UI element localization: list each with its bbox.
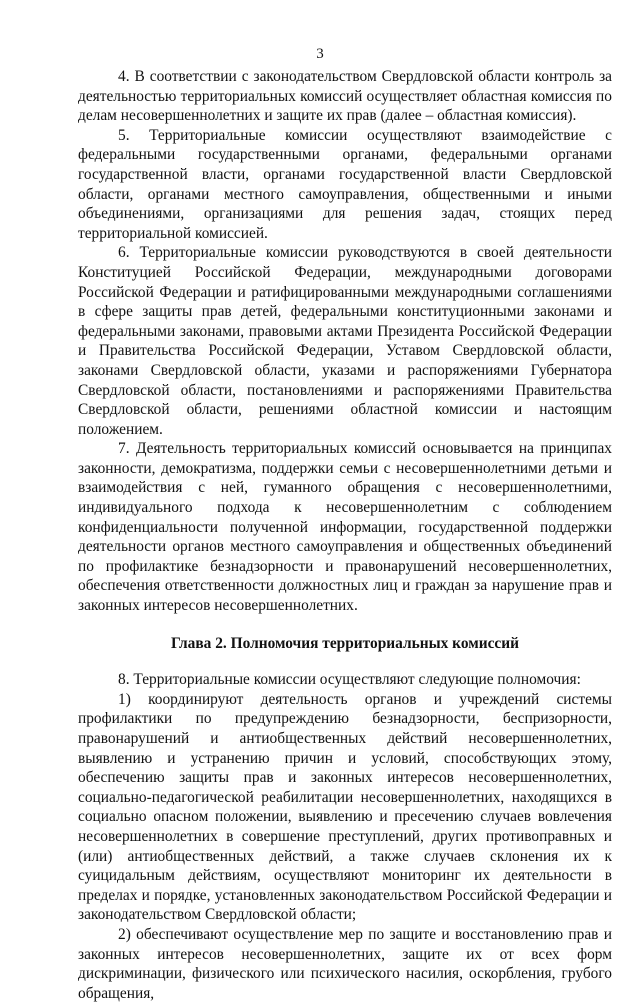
paragraph-6: 6. Территориальные комиссии руководствуются в своей деятельности Конституцией Российской Федерации, международными договорами Российской Федерации и ратифицированными международными соглашениями в сфере защиты прав детей, федеральными конституционными законами и федеральными законами, правовыми актами Президента Российской Федерации и Правительства Российской Федерации, Уставом Свердловской области, законами Свердловской области, указами и распоряжениями Губернатора Свердловской области, постановлениями и распоряжениями Правительства Свердловской области, решениями областной комиссии и настоящим положением. xyxy=(78,244,612,438)
paragraph-4: 4. В соответствии с законодательством Свердловской области контроль за деятельностью территориальных комиссий осуществляет областная комиссия по делам несовершеннолетних и защите их прав (далее – областная комиссия). xyxy=(78,68,612,125)
page-number: 3 xyxy=(316,46,324,62)
document-body xyxy=(78,67,612,1003)
paragraph-8: 8. Территориальные комиссии осуществляют следующие полномочия: xyxy=(118,671,581,689)
paragraph-7: 7. Деятельность территориальных комиссий основывается на принципах законности, демократизма, поддержки семьи с несовершеннолетними детьми и взаимодействия с ней, гуманного обращения с несовершеннолетними, индивидуального подхода к несовершеннолетним с соблюдением конфиденциальности полученной информации, государственной поддержки деятельности органов местного самоуправления и общественных объединений по профилактике безнадзорности и правонарушений несовершеннолетних, обеспечения ответственности должностных лиц и граждан за нарушение прав и законных интересов несовершеннолетних. xyxy=(78,440,612,615)
paragraph-5: 5. Территориальные комиссии осуществляют взаимодействие с федеральными государственными органами, федеральными органами государственной власти, органами государственной власти Свердловской области, органами местного самоуправления, общественными и иными объединениями, организациями для решения задач, стоящих перед территориальной комиссией. xyxy=(78,126,612,242)
paragraph-8-item-1: 1) координируют деятельность органов и учреждений системы профилактики по предупреждению безнадзорности, беспризорности, правонарушений и антиобщественных действий несовершеннолетних, выявлению и устранению причин и условий, способствующих этому, обеспечению защиты прав и законных интересов несовершеннолетних, социально-педагогической реабилитации несовершеннолетних, находящихся в социально опасном положении, выявлению и пресечению случаев вовлечения несовершеннолетних в совершение преступлений, других противоправных и (или) антиобщественных действий, а также случаев склонения их к суицидальным действиям, осуществляют мониторинг их деятельности в пределах и порядке, установленных законодательством Российской Федерации и законодательством Свердловской области; xyxy=(78,690,612,924)
chapter-title: Глава 2. Полномочия территориальных комиссий xyxy=(170,634,519,652)
paragraph-8-item-2: 2) обеспечивают осуществление мер по защите и восстановлению прав и законных интересов несовершеннолетних, защите их от всех форм дискриминации, физического или психического насилия, оскорбления, грубого обращения, xyxy=(78,925,612,1002)
